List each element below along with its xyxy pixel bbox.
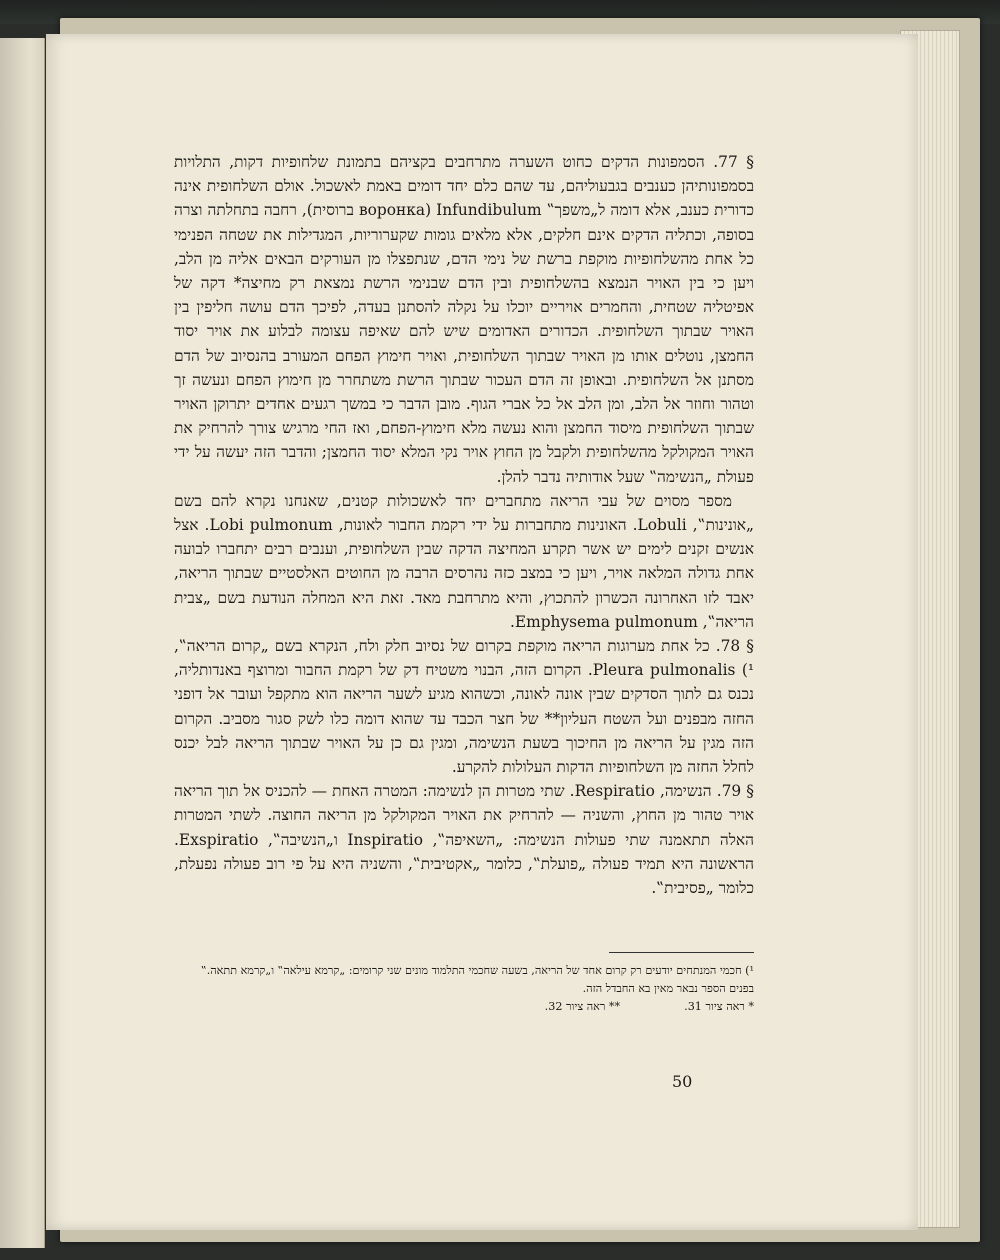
footnote-1: ¹) חכמי המנתחים יודעים רק קרום אחד של הריאה, בשעה שחכמי התלמוד מונים שני קרומים: „קרמא עילאה‟ ו„קרמא תתאה.‟ בפנים הספר נבאר מאין בא החבדל הזה. bbox=[200, 964, 754, 995]
book-page bbox=[46, 34, 918, 1230]
previous-page-edge bbox=[0, 38, 45, 1248]
footnote-divider bbox=[609, 952, 754, 953]
paragraph-77: § 77. הסמפונות הדקים כחוט השערה מתרחבים בקציהם בתמונת שלחופיות דקות, התלויות בסמפונותיהן כענבים בגבעוליהם, עד שהם כלם יחד דומים באמת לאשכול. אולם השלחופית אינה כדורית כענב, אלא דומה ל„משפך‟ Infundibulum (воронка ברוסית), רחבה בתחלתה וצרה בסופה, וכתליה הדקים אינם חלקים, אלא מלאים גומות שקערוריות, המגדילות את שטחה הפנימי כל אחת מהשלחופיות מוקפת ברשת של נימי הדם, שנתפצלו מן העורקים הבאים אליה מן הלב, ויען כי בין האויר הנמצא בהשלחופית ובין הדם שבנימי הרשת נמצאת רק מחיצה* דקה של אפיטליה שטחית, והחמרים אויריים יוכלו על נקלה להסתנן בעדה, לפיכך הדם עושה חליפין בין האויר שבתוך השלחופית. הכדורים האדומים שיש להם שאיפה עצומה לבלוע את אויר יסוד החמצן, נוטלים אותו מן האויר שבתוך השלחופית, ואויר חימוץ הפחם המעורב בהנסיוב של הדם מסתנן אל השלחופית. ובאופן זה הדם העכור שבתוך הרשת משתחרר מן חימוץ הפחם ונעשה זך וטהור וחוזר אל הלב, ומן הלב אל כל אברי הגוף. מובן הדבר כי במשך רגעים אחדים יתרוקן האויר שבתוך השלחופית מיסוד החמצן והוא נעשה מלא חימוץ-הפחם, ואז החי מרגיש צורך להרחיק את האויר המקולקל מהשלחופית ולקבל מן החוץ אויר נקי המלא יסוד החמצן; והדבר הזה יעשה על ידי פעולת „הנשימה‟ שעל אודותיה נדבר להלן. bbox=[174, 153, 755, 486]
paragraph-78: § 78. כל אחת מערוגות הריאה מוקפת בקרום של נסיוב חלק ולח, הנקרא בשם „קרום הריאה‟, Pleura pulmonalis (¹. הקרום הזה, הבנוי משטיח דק של רקמת החבור ומרוצף באנדותליה, נכנס גם לתוך הסדקים שבין אונה לאונה, וכשהוא מגיע לשער הריאה הוא מתקפל ועובר אל דופני החזה מבפנים ועל השטח העליון** של חצר הכבד עד שהוא דומה כלו לשק סגור מסביב. הקרום הזה מגין על הריאה מן החיכוך בשעת הנשימה, ומגין גם כן על האויר שבתוך הריאה לבל יכנס לחלל החזה מן השלחופיות הדקות העלולות להקרע. bbox=[174, 637, 754, 777]
figure-references bbox=[174, 998, 754, 1016]
body-text bbox=[174, 150, 754, 900]
footnote-star: * ראה ציור 31. bbox=[684, 1000, 754, 1013]
paragraph-lobuli: מספר מסוים של עבי הריאה מתחברים יחד לאשכולות קטנים, שאנחנו נקרא להם בשם „אונינות‟, Lobuli. האונינות מתחברות על ידי רקמת החבור לאונות, Lobi pulmonum. אצל אנשים זקנים לימים יש אשר תקרע המחיצה הדקה שבין השלחופית, וענבים רבים יתחברו לבועה אחת גדולה המלאה אויר, ויען כי במצב כזה נהרסים הרבה מן החוטים האלסטיים שבתוך הריאה, יאבד לזו האחרונה הכשרון להתכוץ, והיא מתרחבת מאד. זאת היא המחלה הנודעת בשם „צבית הריאה‟, Emphysema pulmonum. bbox=[174, 491, 754, 631]
paragraph-79: § 79. הנשימה, Respiratio. שתי מטרות הן לנשימה: המטרה האחת — להכניס אל תוך הריאה אויר טהור מן החוץ, והשניה — להרחיק את האויר המקולקל מן הריאה החוצה. לשתי המטרות האלה תתאמנה שתי פעולות הנשימה: „השאיפה‟, Inspiratio ו„הנשיבה‟, Exspiratio. הראשונה היא תמיד פעולה „פועלת‟, כלומר „אקטיבית‟, והשניה היא על פי רוב פעולה נפעלת, כלומר „פסיבית‟. bbox=[174, 782, 754, 898]
footnotes bbox=[174, 962, 754, 1016]
page-number: 50 bbox=[672, 1072, 693, 1091]
footnote-double-star: ** ראה ציור 32. bbox=[544, 1000, 621, 1013]
